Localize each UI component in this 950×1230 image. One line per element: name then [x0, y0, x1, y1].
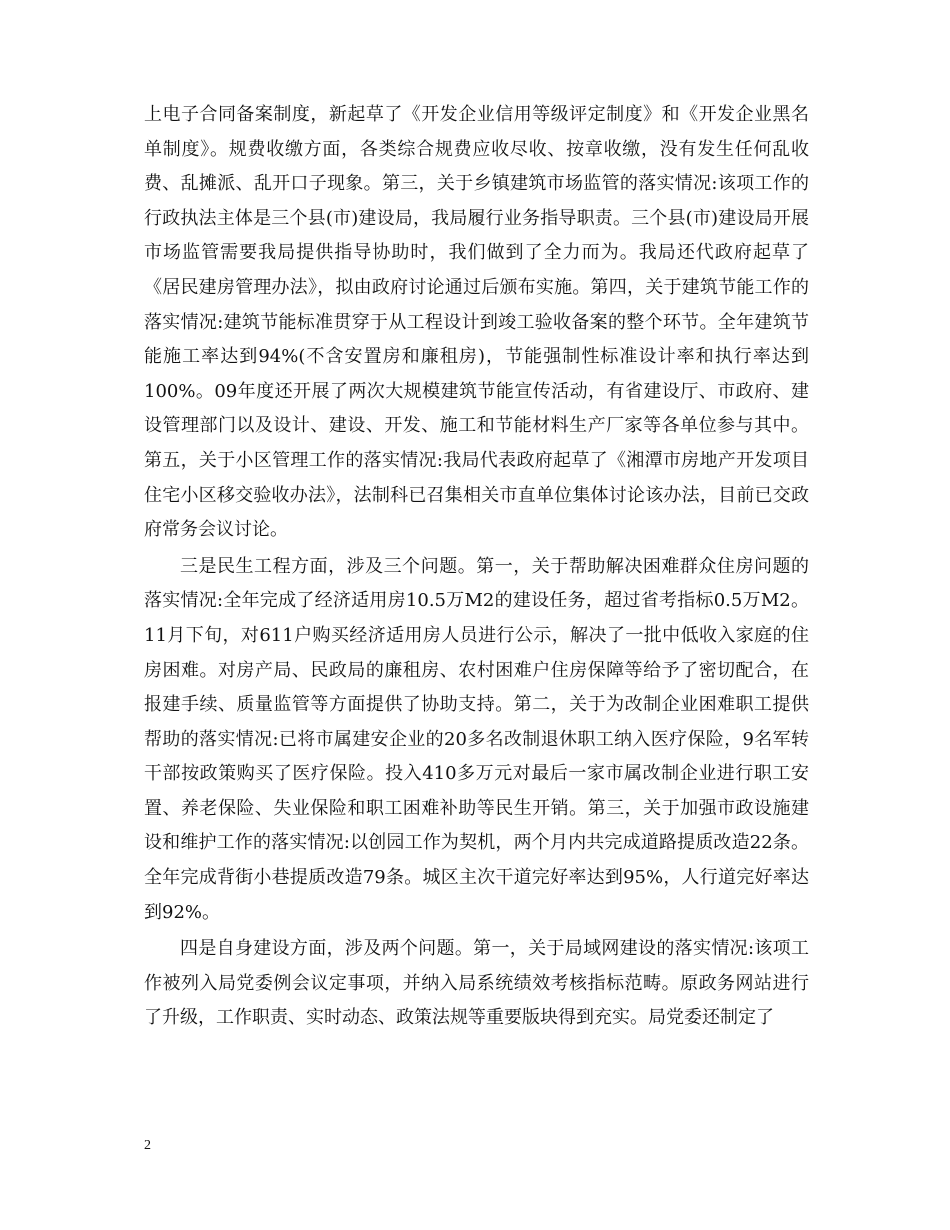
paragraph-livelihood-projects: 三是民生工程方面，涉及三个问题。第一，关于帮助解决困难群众住房问题的落实情况:全年完成了经济适用房10.5万M2的建设任务，超过省考指标0.5万M2。11月下旬，对611户购买经济适用房人员进行公示，解决了一批中低收入家庭的住房困难。对房产局、民政局的廉租房、农村困难户住房保障等给予了密切配合，在报建手续、质量监管等方面提供了协助支持。第二，关于为改制企业困难职工提供帮助的落实情况:已将市属建安企业的20多名改制退休职工纳入医疗保险，9名军转干部按政策购买了医疗保险。投入410多万元对最后一家市属改制企业进行职工安置、养老保险、失业保险和职工困难补助等民生开销。第三，关于加强市政设施建设和维护工作的落实情况:以创园工作为契机，两个月内共完成道路提质改造22条。全年完成背街小巷提质改造79条。城区主次干道完好率达到95%，人行道完好率达到92%。: [144, 555, 809, 923]
page-number: 2: [144, 1138, 151, 1153]
document-body: [144, 98, 809, 1036]
paragraph-self-construction: 四是自身建设方面，涉及两个问题。第一，关于局域网建设的落实情况:该项工作被列入局党委例会议定事项，并纳入局系统绩效考核指标范畴。原政务网站进行了升级，工作职责、实时动态、政策法规等重要版块得到充实。局党委还制定了: [144, 938, 809, 1029]
paragraph-regulation-and-supervision: 上电子合同备案制度，新起草了《开发企业信用等级评定制度》和《开发企业黑名单制度》。规费收缴方面，各类综合规费应收尽收、按章收缴，没有发生任何乱收费、乱摊派、乱开口子现象。第三，关于乡镇建筑市场监管的落实情况:该项工作的行政执法主体是三个县(市)建设局，我局履行业务指导职责。三个县(市)建设局开展市场监管需要我局提供指导协助时，我们做到了全力而为。我局还代政府起草了《居民建房管理办法》，拟由政府讨论通过后颁布实施。第四，关于建筑节能工作的落实情况:建筑节能标准贯穿于从工程设计到竣工验收备案的整个环节。全年建筑节能施工率达到94%(不含安置房和廉租房)，节能强制性标准设计率和执行率达到100%。09年度还开展了两次大规模建筑节能宣传活动，有省建设厅、市政府、建设管理部门以及设计、建设、开发、施工和节能材料生产厂家等各单位参与其中。第五，关于小区管理工作的落实情况:我局代表政府起草了《湘潭市房地产开发项目住宅小区移交验收办法》，法制科已召集相关市直单位集体讨论该办法，目前已交政府常务会议讨论。: [144, 104, 809, 541]
